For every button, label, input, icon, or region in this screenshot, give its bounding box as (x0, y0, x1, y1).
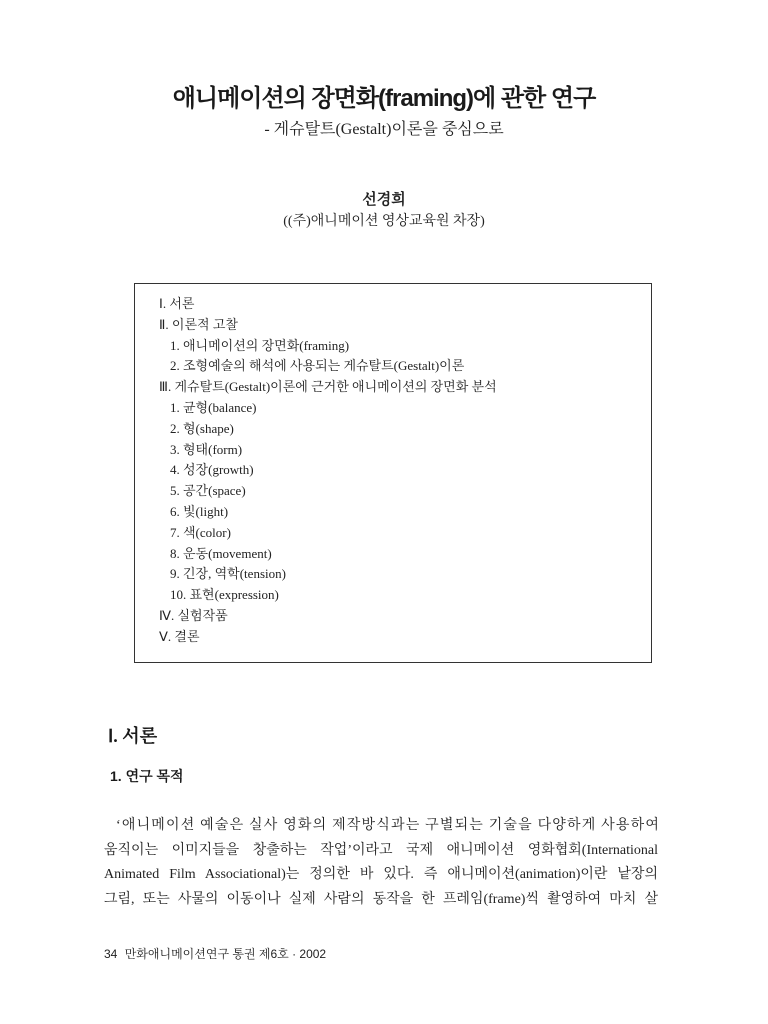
toc-item: Ⅳ. 실험작품 (159, 607, 228, 623)
body-line: 그림, 또는 사물의 이동이나 실제 사람의 동작을 한 프레임(frame)씩 촬영하여 마치 살 (104, 891, 658, 907)
journal-info: 만화애니메이션연구 통권 제6호 · 2002 (124, 947, 327, 961)
toc-item: 5. 공간(space) (170, 483, 246, 499)
page-number: 34 (104, 947, 118, 961)
toc-item: Ⅲ. 게슈탈트(Gestalt)이론에 근거한 애니메이션의 장면화 분석 (159, 379, 497, 395)
toc-item: 2. 조형예술의 해석에 사용되는 게슈탈트(Gestalt)이론 (170, 358, 465, 374)
toc-item: 9. 긴장, 역학(tension) (170, 566, 286, 582)
subsection-heading: 1. 연구 목적 (110, 768, 184, 784)
body-line: 움직이는 이미지들을 창출하는 작업’이라고 국제 애니메이션 영화협회(International (104, 842, 658, 858)
paper-title: 애니메이션의 장면화(framing)에 관한 연구 (172, 85, 596, 112)
toc-item: 10. 표현(expression) (170, 587, 279, 603)
toc-list (135, 284, 651, 648)
paper-subtitle: - 게슈탈트(Gestalt)이론을 중심으로 (264, 121, 504, 138)
toc-item: 3. 형태(form) (170, 441, 243, 457)
toc-item: 2. 형(shape) (170, 420, 234, 436)
author-name: 선경희 (362, 192, 406, 208)
page-footer (104, 945, 330, 962)
toc-item: 1. 균형(balance) (170, 399, 257, 415)
toc-item: Ⅴ. 결론 (159, 628, 200, 644)
toc-item: 1. 애니메이션의 장면화(framing) (170, 337, 350, 353)
toc-item: 6. 빛(light) (170, 503, 229, 519)
toc-item: Ⅰ. 서론 (159, 296, 195, 311)
toc-item: 4. 성장(growth) (170, 462, 254, 478)
body-line: Animated Film Associational)는 정의한 바 있다. 즉 애니메이션(animation)이란 낱장의 (104, 867, 658, 882)
toc-item: 8. 운동(movement) (170, 545, 272, 561)
body-paragraph (104, 814, 661, 912)
toc-item: 7. 색(color) (170, 524, 231, 540)
body-line: ‘애니메이션 예술은 실사 영화의 제작방식과는 구별되는 기술을 다양하게 사용하여 (116, 818, 661, 833)
toc-item: Ⅱ. 이론적 고찰 (159, 316, 238, 332)
section-heading: Ⅰ. 서론 (108, 726, 158, 746)
author-affiliation: ((주)애니메이션 영상교육원 차장) (283, 214, 485, 229)
table-of-contents (134, 283, 652, 663)
